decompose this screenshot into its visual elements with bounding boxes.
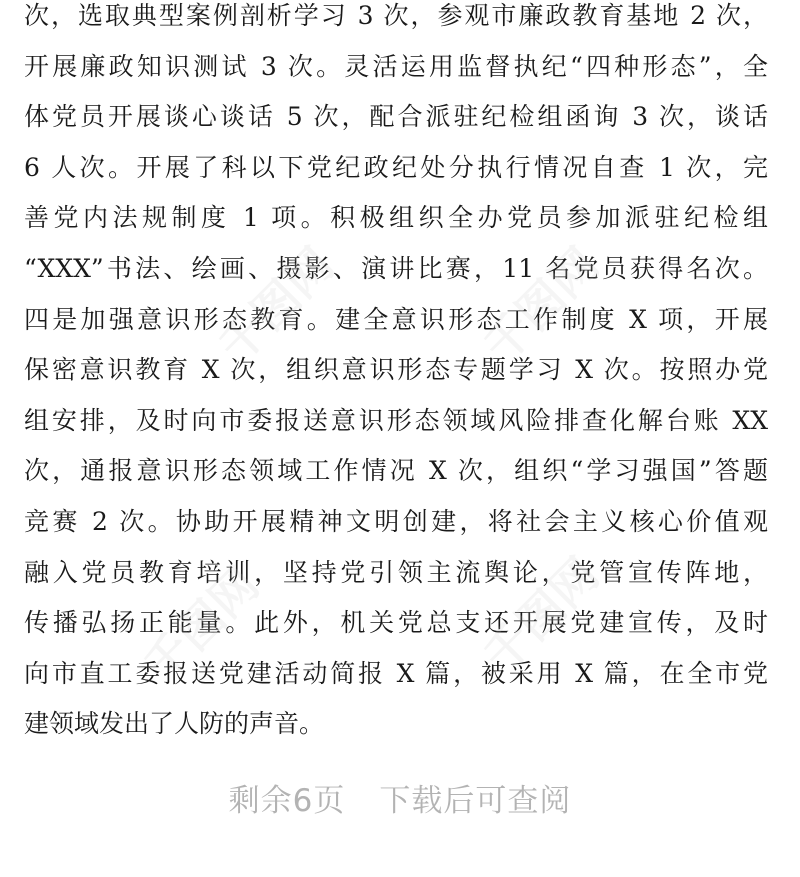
text-line: 体党员开展谈心谈话 5 次，配合派驻纪检组函询 3 次，谈话 (24, 102, 768, 132)
text-line: 融入党员教育培训，坚持党引领主流舆论，党管宣传阵地， (24, 557, 768, 587)
text-line: “XXX”书法、绘画、摄影、演讲比赛，11 名党员获得名次。 (24, 253, 768, 283)
text-line: 传播弘扬正能量。此外，机关党总支还开展党建宣传，及时 (24, 608, 768, 638)
remaining-pages-label: 剩余6页 (228, 783, 346, 819)
text-line: 6 人次。开展了科以下党纪政纪处分执行情况自查 1 次，完 (24, 152, 768, 182)
watermark: 千图网 (133, 557, 270, 694)
text-line: 次，通报意识形态领域工作情况 X 次，组织“学习强国”答题 (24, 456, 768, 486)
document-body (24, 0, 768, 750)
remaining-pages-notice[interactable] (0, 775, 800, 820)
watermark: 千图网 (208, 237, 345, 374)
text-line: 善党内法规制度 1 项。积极组织全办党员参加派驻纪检组 (24, 203, 768, 233)
text-line: 组安排，及时向市委报送意识形态领域风险排查化解台账 XX (24, 405, 768, 435)
text-line: 建领域发出了人防的声音。 (24, 709, 325, 739)
text-line: 竞赛 2 次。协助开展精神文明创建，将社会主义核心价值观 (24, 506, 768, 536)
text-line: 开展廉政知识测试 3 次。灵活运用监督执纪“四种形态”，全 (24, 51, 768, 81)
download-hint-label: 下载后可查阅 (379, 783, 572, 819)
text-line: 次，选取典型案例剖析学习 3 次，参观市廉政教育基地 2 次， (24, 1, 768, 30)
text-line: 保密意识教育 X 次，组织意识形态专题学习 X 次。按照办党 (24, 355, 768, 385)
text-line: 四是加强意识形态教育。建全意识形态工作制度 X 项，开展 (24, 304, 768, 334)
watermark: 千图网 (473, 237, 610, 374)
text-line: 向市直工委报送党建活动简报 X 篇，被采用 X 篇，在全市党 (24, 658, 768, 688)
watermark: 千图网 (473, 547, 610, 684)
